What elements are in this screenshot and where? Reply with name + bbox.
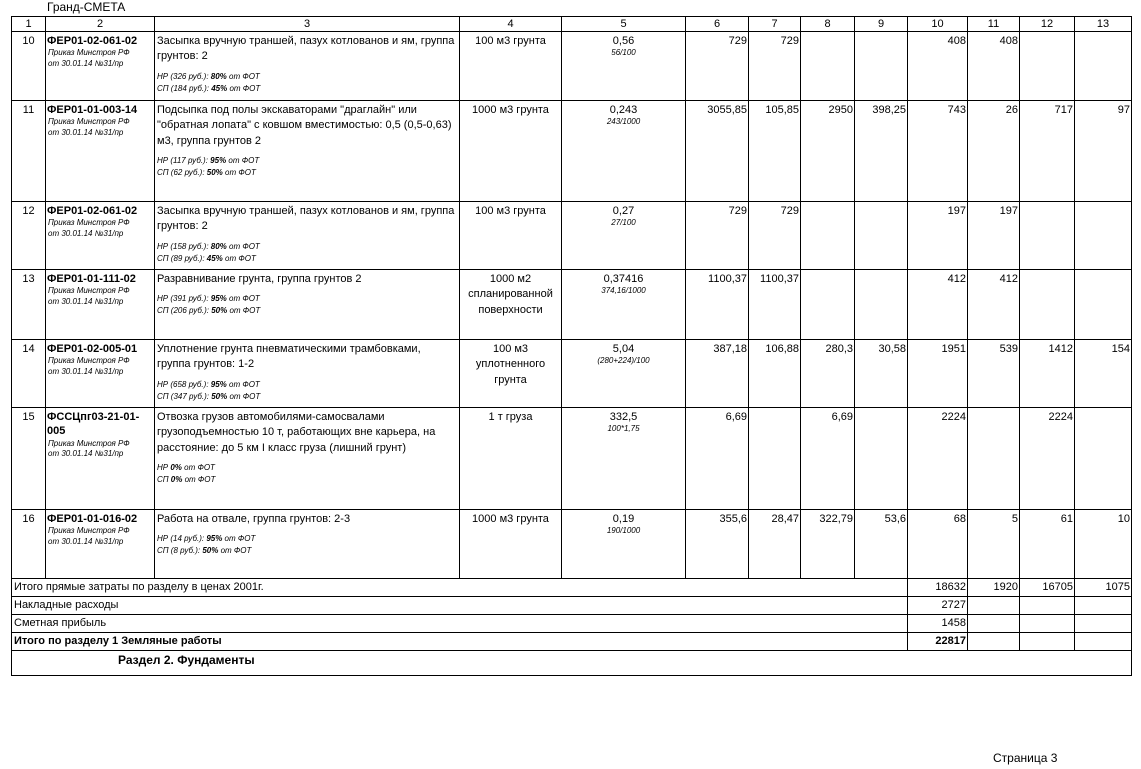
value-c9 <box>855 408 908 510</box>
row-number: 12 <box>12 202 46 270</box>
overhead-rate <box>155 533 459 545</box>
work-name: Уплотнение грунта пневматическими трамбовками, группа грунтов: 1-2 <box>157 343 421 371</box>
unit-of-measure: 1000 м2 спланированной поверхности <box>460 270 562 340</box>
summary-label: Итого по разделу 1 Земляные работы <box>12 633 908 651</box>
value-c11: 408 <box>968 32 1020 101</box>
summary-c10: 1458 <box>908 615 968 633</box>
code-cell <box>46 510 155 579</box>
unit-of-measure: 1000 м3 грунта <box>460 101 562 202</box>
quantity-value: 5,04 <box>612 343 635 355</box>
col-header: 9 <box>855 17 908 32</box>
quantity-value: 0,37416 <box>603 273 644 285</box>
value-c6: 729 <box>686 32 749 101</box>
profit-percent: 50% <box>206 168 223 178</box>
order-reference: Приказ Минстроя РФ <box>48 356 130 366</box>
overhead-percent: 95% <box>206 534 223 544</box>
quantity-formula: 374,16/1000 <box>601 286 646 296</box>
value-c8 <box>801 270 855 340</box>
summary-row <box>12 615 1132 633</box>
work-name: Отвозка грузов автомобилями-самосвалами грузоподъемностью 10 т, работающих вне карьера, на расстояние: до 5 км I класс груза (лишний грунт) <box>157 411 436 454</box>
profit-percent: 0% <box>170 475 183 485</box>
summary-c11: 1920 <box>968 579 1020 597</box>
overhead-rate <box>155 379 459 391</box>
value-c10: 412 <box>908 270 968 340</box>
unit-of-measure: 1000 м3 грунта <box>460 510 562 579</box>
work-name: Подсыпка под полы экскаваторами "драглайн" или "обратная лопата" с ковшом вместимостью: 0,5 (0,5-0,63) м3, группа грунтов 2 <box>157 104 452 147</box>
value-c13: 154 <box>1075 340 1132 408</box>
summary-c13 <box>1075 597 1132 615</box>
order-reference: Приказ Минстроя РФ <box>48 117 130 127</box>
summary-c10: 18632 <box>908 579 968 597</box>
work-name: Засыпка вручную траншей, пазух котлованов и ям, группа грунтов: 2 <box>157 35 455 63</box>
profit-suffix: от ФОТ <box>227 391 261 401</box>
summary-c13 <box>1075 633 1132 651</box>
overhead-suffix: от ФОТ <box>226 71 260 81</box>
app-title: Гранд-СМЕТА <box>47 0 126 14</box>
quantity-value: 0,27 <box>612 205 635 217</box>
work-name-cell <box>155 510 460 579</box>
value-c12 <box>1020 32 1075 101</box>
overhead-percent: 95% <box>210 156 227 166</box>
overhead-prefix: НР (117 руб.): <box>157 156 211 166</box>
row-number: 14 <box>12 340 46 408</box>
order-date: от 30.01.14 №31/пр <box>48 297 124 307</box>
quantity-cell <box>562 270 686 340</box>
profit-percent: 45% <box>211 83 228 93</box>
code-cell <box>46 32 155 101</box>
summary-row <box>12 579 1132 597</box>
code-cell <box>46 202 155 270</box>
quantity-formula: (280+224)/100 <box>597 356 650 366</box>
order-date: от 30.01.14 №31/пр <box>48 59 124 69</box>
page-number: Страница 3 <box>993 751 1058 765</box>
quantity-value: 332,5 <box>609 411 638 423</box>
value-c12: 717 <box>1020 101 1075 202</box>
quantity-cell <box>562 510 686 579</box>
work-name: Разравнивание грунта, группа грунтов 2 <box>157 273 362 285</box>
value-c10: 197 <box>908 202 968 270</box>
summary-label: Сметная прибыль <box>12 615 908 633</box>
value-c13: 10 <box>1075 510 1132 579</box>
col-header: 6 <box>686 17 749 32</box>
value-c12 <box>1020 270 1075 340</box>
overhead-rate <box>155 155 459 167</box>
overhead-percent: 80% <box>210 241 227 251</box>
quantity-cell <box>562 32 686 101</box>
profit-rate <box>155 253 459 265</box>
value-c7: 729 <box>749 202 801 270</box>
col-header: 13 <box>1075 17 1132 32</box>
order-date: от 30.01.14 №31/пр <box>48 449 124 459</box>
profit-suffix: от ФОТ <box>222 168 256 178</box>
value-c12: 1412 <box>1020 340 1075 408</box>
profit-prefix: СП (89 руб.): <box>157 253 207 263</box>
quantity-value: 0,19 <box>612 513 635 525</box>
rate-code: ФЕР01-02-061-02 <box>47 205 138 217</box>
col-header: 8 <box>801 17 855 32</box>
profit-percent: 50% <box>211 391 228 401</box>
value-c6: 387,18 <box>686 340 749 408</box>
value-c9: 398,25 <box>855 101 908 202</box>
value-c8: 6,69 <box>801 408 855 510</box>
overhead-rate <box>155 241 459 253</box>
value-c10: 408 <box>908 32 968 101</box>
value-c9: 53,6 <box>855 510 908 579</box>
value-c11: 197 <box>968 202 1020 270</box>
row-number: 13 <box>12 270 46 340</box>
value-c9 <box>855 202 908 270</box>
rate-code: ФЕР01-02-005-01 <box>47 343 138 355</box>
profit-rate <box>155 305 459 317</box>
quantity-cell <box>562 202 686 270</box>
quantity-value: 0,56 <box>612 35 635 47</box>
rate-code: ФЕР01-02-061-02 <box>47 35 138 47</box>
overhead-prefix: НР (14 руб.): <box>157 534 207 544</box>
rate-code: ФЕР01-01-016-02 <box>47 513 138 525</box>
overhead-rate <box>155 71 459 83</box>
value-c10: 743 <box>908 101 968 202</box>
value-c10: 68 <box>908 510 968 579</box>
value-c6: 1100,37 <box>686 270 749 340</box>
value-c6: 729 <box>686 202 749 270</box>
value-c7: 1100,37 <box>749 270 801 340</box>
value-c13 <box>1075 270 1132 340</box>
value-c13 <box>1075 32 1132 101</box>
value-c7: 105,85 <box>749 101 801 202</box>
overhead-prefix: НР (158 руб.): <box>157 241 211 251</box>
quantity-formula: 56/100 <box>611 48 636 58</box>
value-c13: 97 <box>1075 101 1132 202</box>
estimate-row <box>12 340 1132 408</box>
summary-c13 <box>1075 615 1132 633</box>
row-number: 15 <box>12 408 46 510</box>
row-number: 10 <box>12 32 46 101</box>
row-number: 11 <box>12 101 46 202</box>
value-c12: 61 <box>1020 510 1075 579</box>
value-c9 <box>855 32 908 101</box>
summary-label: Итого прямые затраты по разделу в ценах 2001г. <box>12 579 908 597</box>
work-name-cell <box>155 32 460 101</box>
estimate-row <box>12 408 1132 510</box>
value-c8 <box>801 32 855 101</box>
profit-percent: 45% <box>206 253 223 263</box>
order-reference: Приказ Минстроя РФ <box>48 438 130 448</box>
overhead-suffix: от ФОТ <box>222 534 256 544</box>
summary-c11 <box>968 633 1020 651</box>
summary-c10: 2727 <box>908 597 968 615</box>
value-c11: 412 <box>968 270 1020 340</box>
order-reference: Приказ Минстроя РФ <box>48 218 130 228</box>
profit-suffix: от ФОТ <box>182 475 216 485</box>
overhead-percent: 95% <box>210 294 227 304</box>
value-c11: 5 <box>968 510 1020 579</box>
value-c6: 6,69 <box>686 408 749 510</box>
order-date: от 30.01.14 №31/пр <box>48 229 124 239</box>
order-date: от 30.01.14 №31/пр <box>48 128 124 138</box>
column-number-row <box>12 17 1132 32</box>
value-c9 <box>855 270 908 340</box>
unit-of-measure: 100 м3 грунта <box>460 202 562 270</box>
overhead-rate <box>155 462 459 474</box>
estimate-row <box>12 32 1132 101</box>
quantity-value: 0,243 <box>609 104 638 116</box>
quantity-formula: 243/1000 <box>606 117 641 127</box>
code-cell <box>46 101 155 202</box>
overhead-suffix: от ФОТ <box>226 241 260 251</box>
summary-c12 <box>1020 633 1075 651</box>
work-name-cell <box>155 408 460 510</box>
unit-of-measure: 100 м3 уплотненного грунта <box>460 340 562 408</box>
profit-suffix: от ФОТ <box>222 253 256 263</box>
value-c11: 539 <box>968 340 1020 408</box>
row-number: 16 <box>12 510 46 579</box>
profit-prefix: СП (206 руб.): <box>157 306 212 316</box>
code-cell <box>46 270 155 340</box>
rate-code: ФССЦпг03-21-01-005 <box>47 411 140 438</box>
col-header: 10 <box>908 17 968 32</box>
value-c8: 280,3 <box>801 340 855 408</box>
profit-prefix: СП <box>157 475 171 485</box>
value-c7: 729 <box>749 32 801 101</box>
value-c12 <box>1020 202 1075 270</box>
summary-c12: 16705 <box>1020 579 1075 597</box>
order-date: от 30.01.14 №31/пр <box>48 367 124 377</box>
col-header: 7 <box>749 17 801 32</box>
estimate-row <box>12 202 1132 270</box>
rate-code: ФЕР01-01-003-14 <box>47 104 138 116</box>
value-c7 <box>749 408 801 510</box>
value-c10: 2224 <box>908 408 968 510</box>
value-c8: 2950 <box>801 101 855 202</box>
profit-rate <box>155 391 459 403</box>
summary-c10: 22817 <box>908 633 968 651</box>
summary-c13: 1075 <box>1075 579 1132 597</box>
summary-label: Накладные расходы <box>12 597 908 615</box>
col-header: 5 <box>562 17 686 32</box>
rate-code: ФЕР01-01-111-02 <box>47 273 136 285</box>
estimate-row <box>12 101 1132 202</box>
overhead-suffix: от ФОТ <box>226 294 260 304</box>
profit-prefix: СП (62 руб.): <box>157 168 207 178</box>
value-c11: 26 <box>968 101 1020 202</box>
value-c10: 1951 <box>908 340 968 408</box>
profit-suffix: от ФОТ <box>227 306 261 316</box>
unit-of-measure: 1 т груза <box>460 408 562 510</box>
col-header: 11 <box>968 17 1020 32</box>
col-header: 1 <box>12 17 46 32</box>
quantity-formula: 27/100 <box>611 218 636 228</box>
quantity-cell <box>562 408 686 510</box>
profit-suffix: от ФОТ <box>218 546 252 556</box>
value-c13 <box>1075 408 1132 510</box>
col-header: 2 <box>46 17 155 32</box>
summary-c11 <box>968 615 1020 633</box>
estimate-row <box>12 510 1132 579</box>
overhead-percent: 95% <box>210 379 227 389</box>
profit-percent: 50% <box>211 306 228 316</box>
summary-c12 <box>1020 615 1075 633</box>
value-c11 <box>968 408 1020 510</box>
value-c6: 3055,85 <box>686 101 749 202</box>
estimate-row <box>12 270 1132 340</box>
value-c9: 30,58 <box>855 340 908 408</box>
value-c6: 355,6 <box>686 510 749 579</box>
overhead-prefix: НР (326 руб.): <box>157 71 211 81</box>
estimate-table <box>11 16 1132 676</box>
overhead-suffix: от ФОТ <box>226 156 260 166</box>
col-header: 3 <box>155 17 460 32</box>
quantity-cell <box>562 101 686 202</box>
overhead-rate <box>155 293 459 305</box>
profit-prefix: СП (8 руб.): <box>157 546 203 556</box>
profit-prefix: СП (184 руб.): <box>157 83 212 93</box>
value-c7: 28,47 <box>749 510 801 579</box>
overhead-suffix: от ФОТ <box>226 379 260 389</box>
work-name: Засыпка вручную траншей, пазух котлованов и ям, группа грунтов: 2 <box>157 205 455 233</box>
work-name-cell <box>155 340 460 408</box>
profit-prefix: СП (347 руб.): <box>157 391 212 401</box>
work-name-cell <box>155 101 460 202</box>
quantity-cell <box>562 340 686 408</box>
overhead-prefix: НР (391 руб.): <box>157 294 211 304</box>
value-c8: 322,79 <box>801 510 855 579</box>
overhead-percent: 0% <box>170 463 182 473</box>
overhead-suffix: от ФОТ <box>181 463 215 473</box>
summary-c11 <box>968 597 1020 615</box>
work-name-cell <box>155 270 460 340</box>
order-reference: Приказ Минстроя РФ <box>48 286 130 296</box>
overhead-prefix: НР (658 руб.): <box>157 379 211 389</box>
summary-row <box>12 633 1132 651</box>
section-title: Раздел 2. Фундаменты <box>12 651 1132 676</box>
profit-rate <box>155 167 459 179</box>
col-header: 12 <box>1020 17 1075 32</box>
work-name-cell <box>155 202 460 270</box>
order-date: от 30.01.14 №31/пр <box>48 537 124 547</box>
section-row <box>12 651 1132 676</box>
code-cell <box>46 408 155 510</box>
work-name: Работа на отвале, группа грунтов: 2-3 <box>157 513 351 525</box>
order-reference: Приказ Минстроя РФ <box>48 48 130 58</box>
order-reference: Приказ Минстроя РФ <box>48 526 130 536</box>
summary-c12 <box>1020 597 1075 615</box>
profit-percent: 50% <box>202 546 219 556</box>
value-c12: 2224 <box>1020 408 1075 510</box>
value-c13 <box>1075 202 1132 270</box>
profit-rate <box>155 545 459 557</box>
profit-rate <box>155 474 459 486</box>
quantity-formula: 100*1,75 <box>607 424 640 434</box>
value-c7: 106,88 <box>749 340 801 408</box>
quantity-formula: 190/1000 <box>606 526 641 536</box>
summary-row <box>12 597 1132 615</box>
profit-suffix: от ФОТ <box>227 83 261 93</box>
value-c8 <box>801 202 855 270</box>
code-cell <box>46 340 155 408</box>
unit-of-measure: 100 м3 грунта <box>460 32 562 101</box>
overhead-prefix: НР <box>157 463 171 473</box>
col-header: 4 <box>460 17 562 32</box>
overhead-percent: 80% <box>210 71 227 81</box>
profit-rate <box>155 83 459 95</box>
